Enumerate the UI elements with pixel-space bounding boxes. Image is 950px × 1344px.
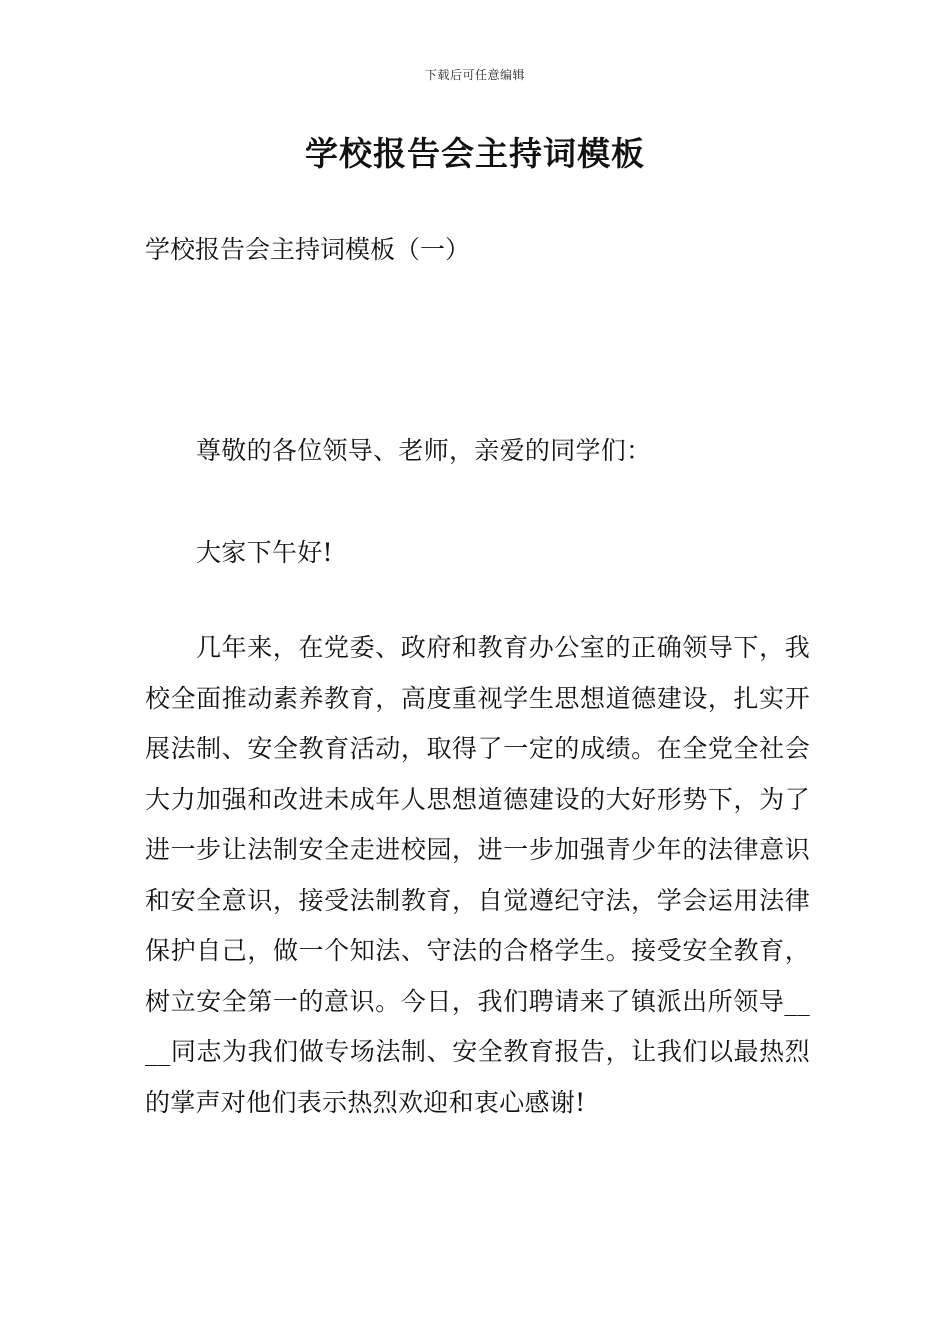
document-title: 学校报告会主持词模板	[305, 134, 645, 173]
paragraph-greeting: 大家下午好!	[196, 538, 333, 567]
header-note: 下载后可任意编辑	[424, 68, 525, 82]
section-subtitle: 学校报告会主持词模板（一）	[145, 235, 471, 264]
paragraph-main: 几年来，在党委、政府和教育办公室的正确领导下，我校全面推动素养教育，高度重视学生思想道德建设，扎实开展法制、安全教育活动，取得了一定的成绩。在全党全社会大力加强和改进未成年人思想道德建设的大好形势下，为了进一步让法制安全走进校园，进一步加强青少年的法律意识和安全意识，接受法制教育，自觉遵纪守法，学会运用法律保护自己，做一个知法、守法的合格学生。接受安全教育，树立安全第一的意识。今日，我们聘请来了镇派出所领导____同志为我们做专场法制、安全教育报告，让我们以最热烈的掌声对他们表示热烈欢迎和衷心感谢!	[145, 633, 810, 1117]
paragraph-salutation: 尊敬的各位领导、老师，亲爱的同学们：	[196, 436, 652, 465]
